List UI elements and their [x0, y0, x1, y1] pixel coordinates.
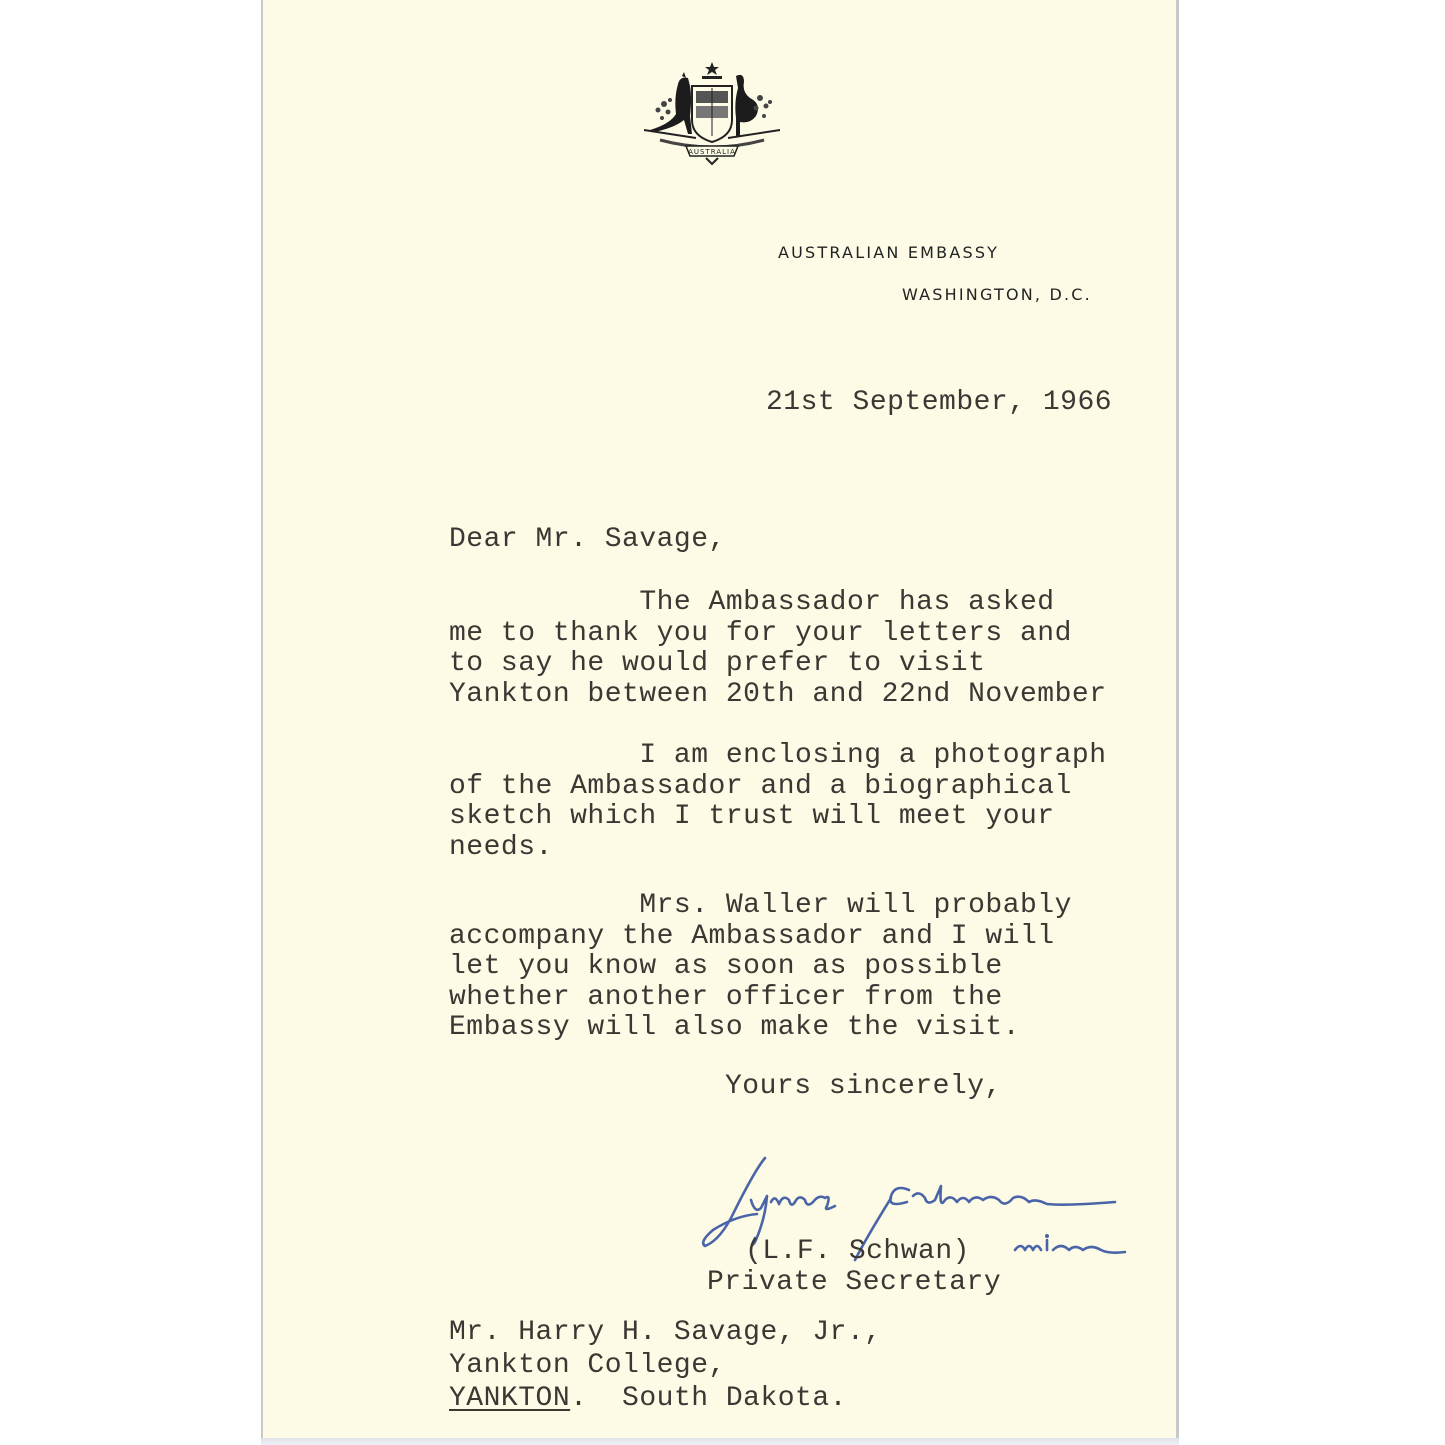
svg-text:AUSTRALIA: AUSTRALIA: [688, 148, 736, 156]
recipient-address: [449, 1316, 882, 1415]
paragraph-1: [449, 588, 1107, 710]
australian-coat-of-arms-icon: [640, 58, 784, 166]
paragraph-line: The Ambassador has asked: [449, 587, 1055, 618]
paragraph-line: whether another officer from the: [449, 981, 1003, 1013]
paragraph-line: sketch which I trust will meet your: [449, 801, 1055, 832]
paragraph-line: Mrs. Waller will probably: [449, 890, 1072, 921]
signatory-title: Private Secretary: [707, 1267, 1002, 1298]
paragraph-line: me to thank you for your letters and: [449, 617, 1072, 649]
paragraph-line: of the Ambassador and a biographical: [449, 770, 1072, 802]
paragraph-line: Embassy will also make the visit.: [449, 1012, 1020, 1043]
letter-date: 21st September, 1966: [766, 387, 1113, 418]
paragraph-line: let you know as soon as possible: [449, 951, 1003, 982]
page-edge-shadow: [261, 1438, 1179, 1445]
paragraph-3: [449, 891, 1072, 1044]
paragraph-2: [449, 741, 1107, 863]
recipient-state: . South Dakota.: [570, 1383, 847, 1414]
closing: Yours sincerely,: [725, 1071, 1002, 1102]
paragraph-line: to say he would prefer to visit: [449, 648, 986, 679]
recipient-institution: Yankton College,: [449, 1350, 726, 1381]
recipient-city: YANKTON: [449, 1383, 571, 1414]
paragraph-line: Yankton between 20th and 22nd November: [449, 678, 1107, 710]
letterhead-org: AUSTRALIAN EMBASSY: [778, 243, 1000, 262]
paragraph-line: I am enclosing a photograph: [449, 740, 1107, 771]
recipient-name: Mr. Harry H. Savage, Jr.,: [449, 1317, 882, 1348]
paragraph-line: needs.: [449, 831, 553, 863]
letterhead-location: WASHINGTON, D.C.: [902, 285, 1092, 304]
salutation: Dear Mr. Savage,: [449, 524, 726, 555]
typed-signatory-name: (L.F. Schwan): [745, 1236, 970, 1267]
paragraph-line: accompany the Ambassador and I will: [449, 920, 1055, 952]
